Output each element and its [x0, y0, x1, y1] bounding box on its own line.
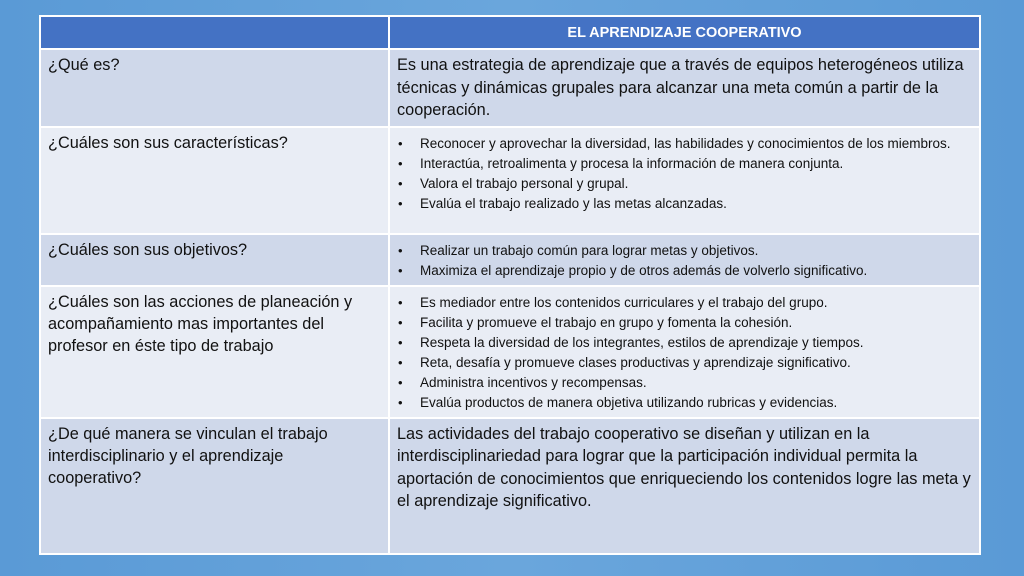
answer-cell: Las actividades del trabajo cooperativo se diseñan y utilizan en la interdisciplinariedad para lograr que la participación individual permita la aportación de conocimientos que enriqueciendo los contenidos logre las meta y el aprendizaje significativo.	[389, 418, 980, 554]
cooperative-learning-table	[39, 15, 981, 555]
table-row	[40, 49, 980, 127]
bullet-item: • Realizar un trabajo común para lograr metas y objetivos.	[420, 241, 972, 261]
table-row	[40, 127, 980, 234]
bullet-list	[397, 241, 972, 281]
bullet-item: • Valora el trabajo personal y grupal.	[420, 174, 972, 194]
table-row	[40, 418, 980, 554]
bullet-item: • Es mediador entre los contenidos curriculares y el trabajo del grupo.	[420, 293, 972, 313]
bullet-item: • Respeta la diversidad de los integrantes, estilos de aprendizaje y tiempos.	[420, 333, 972, 353]
bullet-list	[397, 134, 972, 214]
table-row	[40, 286, 980, 418]
question-cell: ¿Cuáles son sus objetivos?	[40, 234, 389, 286]
bullet-item: • Reconocer y aprovechar la diversidad, las habilidades y conocimientos de los miembros.	[420, 134, 972, 154]
table-title: EL APRENDIZAJE COOPERATIVO	[389, 16, 980, 49]
answer-list-cell	[389, 286, 980, 418]
question-cell: ¿Cuáles son sus características?	[40, 127, 389, 234]
question-cell: ¿Cuáles son las acciones de planeación y acompañamiento mas importantes del profesor en éste tipo de trabajo	[40, 286, 389, 418]
bullet-item: • Administra incentivos y recompensas.	[420, 373, 972, 393]
bullet-item: • Evalúa productos de manera objetiva utilizando rubricas y evidencias.	[420, 393, 972, 413]
question-cell: ¿De qué manera se vinculan el trabajo interdisciplinario y el aprendizaje cooperativo?	[40, 418, 389, 554]
bullet-item: • Maximiza el aprendizaje propio y de otros además de volverlo significativo.	[420, 261, 972, 281]
answer-cell: Es una estrategia de aprendizaje que a través de equipos heterogéneos utiliza técnicas y dinámicas grupales para alcanzar una meta común a partir de la cooperación.	[389, 49, 980, 127]
bullet-item: • Interactúa, retroalimenta y procesa la información de manera conjunta.	[420, 154, 972, 174]
answer-list-cell	[389, 127, 980, 234]
bullet-item: • Evalúa el trabajo realizado y las metas alcanzadas.	[420, 194, 972, 214]
table-row	[40, 234, 980, 286]
header-empty-cell	[40, 16, 389, 49]
bullet-list	[397, 293, 972, 413]
bullet-item: • Reta, desafía y promueve clases productivas y aprendizaje significativo.	[420, 353, 972, 373]
answer-list-cell	[389, 234, 980, 286]
table-header-row	[40, 16, 980, 49]
bullet-item: • Facilita y promueve el trabajo en grupo y fomenta la cohesión.	[420, 313, 972, 333]
question-cell: ¿Qué es?	[40, 49, 389, 127]
